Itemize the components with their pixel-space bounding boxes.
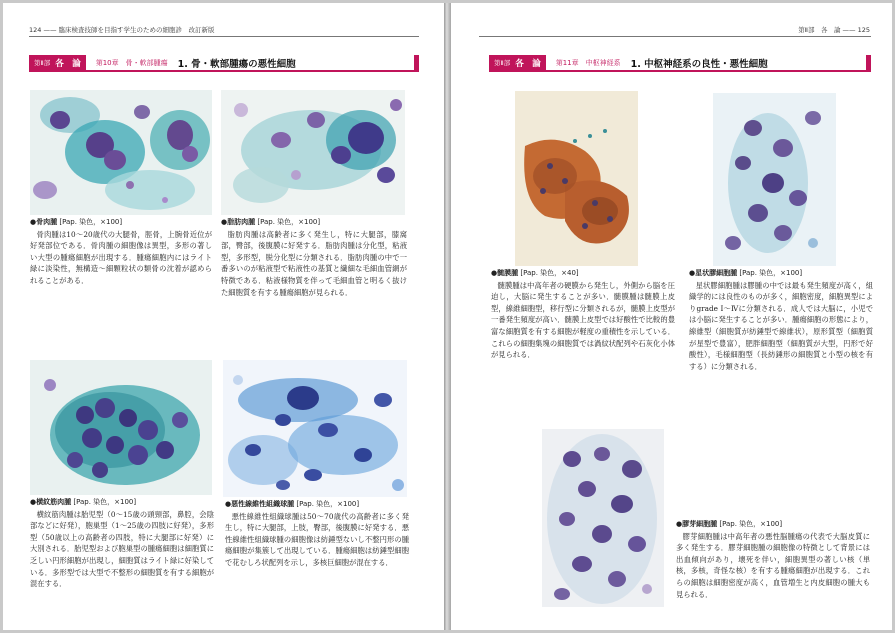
- caption-stain: [Pap. 染色，×40]: [520, 269, 579, 277]
- caption-mfh: [225, 499, 409, 569]
- chapter-label: 第11章 中枢神経系: [555, 58, 621, 67]
- running-head: 124 —— 臨床検査技師を目指す学生のための細胞診 改訂新版: [29, 26, 215, 34]
- caption-stain: [Pap. 染色，×100]: [739, 269, 803, 277]
- header-rule: [29, 36, 419, 37]
- caption-title: ●星状膠細胞腫: [689, 269, 738, 277]
- micrograph-rhabdomyosarcoma: [30, 360, 212, 495]
- caption-heading: [30, 497, 214, 509]
- part-label: 第Ⅱ部: [494, 59, 511, 67]
- chapter-bar: [489, 55, 871, 72]
- bar-end-marker: [414, 55, 419, 72]
- caption-heading: [491, 268, 675, 280]
- caption-rhabdomyosarcoma: [30, 497, 214, 590]
- caption-title: ●脂肪肉腫: [221, 218, 256, 226]
- section-title: 1. 中枢神経系の良性・悪性細胞: [630, 58, 768, 70]
- section-title: 1. 骨・軟部腫瘍の悪性細胞: [177, 58, 296, 70]
- caption-title: ●膠芽細胞腫: [676, 520, 718, 528]
- part-tag: [489, 55, 546, 70]
- caption-title: ●悪性線維性組織球腫: [225, 500, 295, 508]
- running-head: 第Ⅱ部 各 論 —— 125: [798, 26, 870, 34]
- micrograph-meningioma: [515, 91, 638, 266]
- caption-heading: [689, 268, 873, 280]
- caption-title: ●骨肉腫: [30, 218, 58, 226]
- caption-heading: [676, 519, 870, 531]
- caption-body: 悪性線維性組織球腫は50～70歳代の高齢者に多く発生し，特に大腿部，上肢，臀部，後腹膜に好発する．悪性線維性組織球腫の細胞像は紡錘型ないし不整円形の腫瘍細胞が集簇して出現している．腫瘍細胞は紡錘型細胞で花むしろ状配列を示し，多核巨細胞が混在する．: [225, 511, 409, 567]
- caption-title: ●横紋筋肉腫: [30, 498, 72, 506]
- caption-heading: [225, 499, 409, 511]
- part-tag: [29, 55, 86, 70]
- micrograph-astrocytoma: [713, 93, 836, 266]
- micrograph-glioblastoma: [542, 429, 664, 607]
- caption-body: 横紋筋肉腫は胎児型（0～15歳の頭頸部，鼻腔，会陰部などに好発），胞巣型（1～25歳の四肢に好発），多形型（50歳以上の高齢者の四肢，特に大腿部に好発）に大別される．胎児型および胞巣型の腫瘍細胞は細胞質に乏しい円形細胞が出現し，細胞質はライト緑に好染している．多形型では大型で不整形の細胞質を有する細胞が混在する．: [30, 509, 214, 589]
- caption-osteosarcoma: [30, 217, 212, 287]
- caption-body: 骨肉腫は10～20歳代の大腿骨，脛骨，上腕骨近位が好発部位である．骨肉腫の細胞像は異型，多形の著しい大型の腫瘍細胞が出現する．腫瘍細胞内にはライト緑に淡染性，無構造～細顆粒状の類骨の沈着が認められることがある．: [30, 229, 212, 285]
- caption-body: 脂肪肉腫は高齢者に多く発生し，特に大腿部，膝窩部，臀部，後腹膜に好発する．脂肪肉腫は分化型，粘液型，多形型，脱分化型に分類される．脂肪肉腫の中で一番多いのが粘液型で粘液性の基質と繊細な毛細血管網が特徴である．粘液様物質を伴って毛細血管と明るく抜けた細胞質を有する腫瘍細胞が見られる．: [221, 229, 407, 297]
- book-spine: [444, 3, 451, 630]
- micrograph-mfh: [223, 360, 407, 497]
- caption-title: ●髄膜腫: [491, 269, 519, 277]
- left-page: [3, 3, 444, 630]
- header-rule: [479, 36, 871, 37]
- caption-stain: [Pap. 染色，×100]: [73, 498, 137, 506]
- caption-heading: [30, 217, 212, 229]
- part-big: 各 論: [55, 58, 81, 69]
- part-big: 各 論: [515, 58, 541, 69]
- caption-astrocytoma: [689, 268, 873, 372]
- chapter-bar: [29, 55, 419, 72]
- caption-glioblastoma: [676, 519, 870, 600]
- caption-body: 星状膠細胞腫は膠腫の中では最も発生頻度が高く，組織学的には良性のものが多く，細胞密度，細胞異型によりgrade Ⅰ～Ⅳに分類される．成人では大脳に，小児では小脳に発生することが多い．腫瘍細胞の形態により，線維型（細胞質が紡錘型で線維状），原形質型（細胞質が星型で豊富），肥胖細胞型（細胞質が大型，円形で好酸性），毛様細胞型（長紡錘形の細胞質と小型の核を有する）に分類される．: [689, 280, 873, 371]
- caption-stain: [Pap. 染色，×100]: [296, 500, 360, 508]
- caption-stain: [Pap. 染色，×100]: [719, 520, 783, 528]
- caption-stain: [Pap. 染色，×100]: [257, 218, 321, 226]
- caption-body: 膠芽細胞腫は中高年者の悪性脳腫瘍の代表で大脳皮質に多く発生する．膠芽細胞腫の細胞像の特徴として背景には出血傾向があり，壊死を伴い，細胞異型の著しい核（単核，多核，奇怪な核）を有する腫瘍細胞が出現する．これらの細胞は細胞密度が高く，血管増生と内皮細胞の腫大も見られる．: [676, 531, 870, 599]
- bar-end-marker: [866, 55, 871, 72]
- micrograph-osteosarcoma: [30, 90, 212, 215]
- part-label: 第Ⅱ部: [34, 59, 51, 67]
- right-page: [451, 3, 892, 630]
- caption-stain: [Pap. 染色，×100]: [59, 218, 123, 226]
- caption-body: 髄膜腫は中高年者の硬膜から発生し，外側から脳を圧迫し，大脳に発生することが多い．髄膜腫は髄膜上皮型，線維細胞型，移行型に分類されるが，髄膜上皮型が一番発生頻度が高い．髄膜上皮型では好酸性で比較的豊富な細胞質を有する細胞が軽度の重積性を示している．これらの細胞集塊の細胞質では渦紋状配列や石灰化小体が見られる．: [491, 280, 675, 360]
- caption-meningioma: [491, 268, 675, 361]
- caption-liposarcoma: [221, 217, 407, 298]
- micrograph-liposarcoma: [221, 90, 405, 215]
- chapter-label: 第10章 骨・軟部腫瘍: [95, 58, 168, 67]
- caption-heading: [221, 217, 407, 229]
